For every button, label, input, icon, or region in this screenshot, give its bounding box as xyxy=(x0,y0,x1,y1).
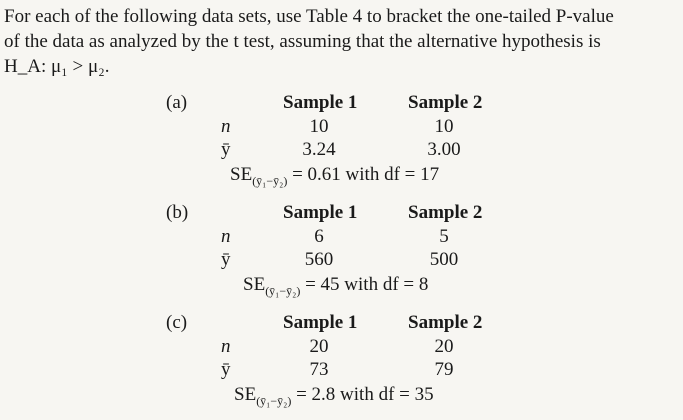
sample1-header: Sample 1 xyxy=(283,312,358,333)
part-label: (c) xyxy=(166,312,188,333)
sample2-n: 10 xyxy=(434,116,454,137)
sample2-header: Sample 2 xyxy=(408,312,483,333)
part-a xyxy=(0,92,683,200)
sample1-n: 10 xyxy=(309,116,329,137)
sample2-header: Sample 2 xyxy=(408,92,483,113)
standard-error-line xyxy=(243,274,428,299)
part-label: (b) xyxy=(166,202,189,223)
sample2-header: Sample 2 xyxy=(408,202,483,223)
intro-line-1: For each of the following data sets, use Table 4 to bracket the one-tailed P-value xyxy=(4,6,614,27)
se-label: SE xyxy=(230,164,253,185)
sample2-mean: 500 xyxy=(429,249,459,270)
se-value: = 2.8 with df = 35 xyxy=(296,384,434,405)
sample1-n: 6 xyxy=(314,226,324,247)
se-subscript: (ȳ₁−ȳ₂) xyxy=(256,394,292,408)
sample2-n: 20 xyxy=(434,336,454,357)
sample1-n: 20 xyxy=(309,336,329,357)
problem-statement xyxy=(4,4,680,79)
se-value: = 45 with df = 8 xyxy=(305,274,429,295)
sample2-mean: 3.00 xyxy=(427,139,461,160)
sample1-header: Sample 1 xyxy=(283,202,358,223)
se-value: = 0.61 with df = 17 xyxy=(292,164,440,185)
sample1-mean: 73 xyxy=(309,359,329,380)
part-label: (a) xyxy=(166,92,188,113)
se-subscript: (ȳ₁−ȳ₂) xyxy=(265,284,301,298)
n-row-label: n xyxy=(221,336,231,357)
sample1-header: Sample 1 xyxy=(283,92,358,113)
se-label: SE xyxy=(234,384,257,405)
sample2-mean: 79 xyxy=(434,359,454,380)
ybar-row-label: ȳ xyxy=(221,139,231,160)
intro-line-3: H_A: μ₁ > μ₂. xyxy=(4,56,110,77)
n-row-label: n xyxy=(221,116,231,137)
se-label: SE xyxy=(243,274,266,295)
part-b xyxy=(0,202,683,310)
intro-line-2: of the data as analyzed by the t test, assuming that the alternative hypothesis is xyxy=(4,31,601,52)
part-c xyxy=(0,312,683,420)
standard-error-line xyxy=(234,384,434,409)
ybar-row-label: ȳ xyxy=(221,359,231,380)
n-row-label: n xyxy=(221,226,231,247)
standard-error-line xyxy=(230,164,439,189)
sample2-n: 5 xyxy=(439,226,449,247)
sample1-mean: 560 xyxy=(304,249,334,270)
sample1-mean: 3.24 xyxy=(302,139,336,160)
ybar-row-label: ȳ xyxy=(221,249,231,270)
se-subscript: (ȳ₁−ȳ₂) xyxy=(252,174,288,188)
